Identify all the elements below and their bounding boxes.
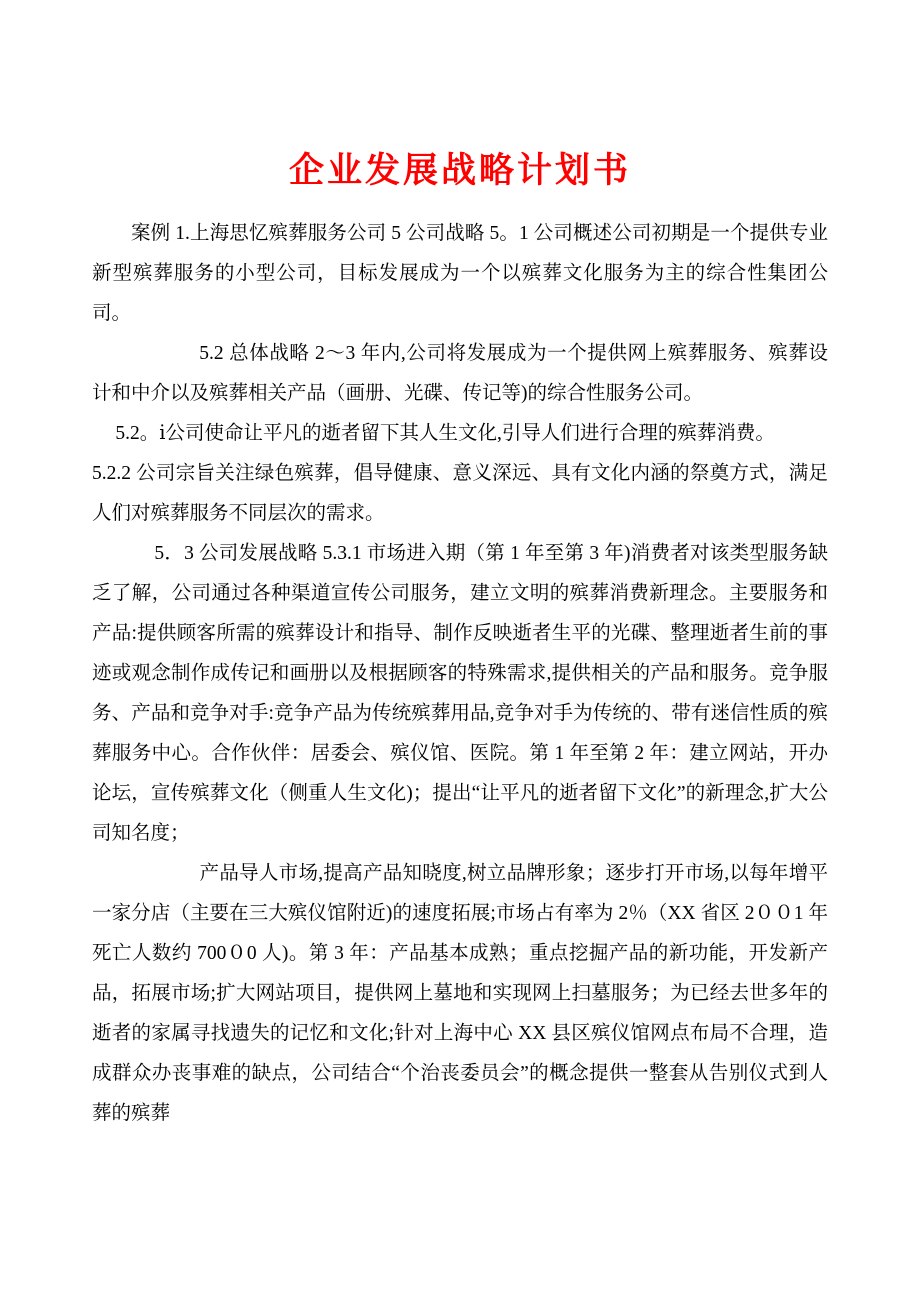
paragraph-5-text: 5．3 公司发展战略 5.3.1 市场进入期（第 1 年至第 3 年)消费者对该类型服务缺乏了解，公司通过各种渠道宣传公司服务，建立文明的殡葬消费新理念。主要服务和产品:提供顾客所需的殡葬设计和指导、制作反映逝者生平的光碟、整理逝者生前的事迹或观念制作成传记和画册以及根据顾客的特殊需求,提供相关的产品和服务。竞争服务、产品和竞争对手:竞争产品为传统殡葬用品,竞争对手为传统的、带有迷信性质的殡葬服务中心。合作伙伴：居委会、殡仪馆、医院。第 1 年至第 2 年：建立网站，开办论坛，宣传殡葬文化（侧重人生文化)；提出“让平凡的逝者留下文化”的新理念,扩大公司知名度； xyxy=(92,543,828,844)
paragraph-6-text: 产品导人市场,提高产品知晓度,树立品牌形象；逐步打开市场,以每年增平一家分店（主要在三大殡仪馆附近)的速度拓展;市场占有率为 2％（XX 省区 2００1 年死亡人数约 700０0 人)。第 3 年：产品基本成熟；重点挖掘产品的新功能，开发新产品，拓展市场;扩大网站项目，提供网上墓地和实现网上扫墓服务；为已经去世多年的逝者的家属寻找遗失的记忆和文化;针对上海中心 XX 县区殡仪馆网点布局不合理，造成群众办丧事难的缺点，公司结合“个治丧委员会”的概念提供一整套从告别仪式到人葬的殡葬 xyxy=(92,863,828,1124)
paragraph-3-text: 5.2。ⅰ公司使命让平凡的逝者留下其人生文化,引导人们进行合理的殡葬消费。 xyxy=(115,423,775,444)
paragraph-3 xyxy=(92,414,828,454)
paragraph-1: 案例 1.上海思忆殡葬服务公司 5 公司战略 5。1 公司概述公司初期是一个提供专业新型殡葬服务的小型公司，目标发展成为一个以殡葬文化服务为主的综合性集团公司。 xyxy=(92,223,828,324)
paragraph-6 xyxy=(92,854,828,1134)
paragraph-5 xyxy=(92,534,828,854)
page-title: 企业发展战略计划书 xyxy=(288,150,631,191)
paragraph-4: 5.2.2 公司宗旨关注绿色殡葬，倡导健康、意义深远、具有文化内涵的祭奠方式，满足人们对殡葬服务不同层次的需求。 xyxy=(92,463,828,524)
paragraph-2 xyxy=(92,334,828,414)
paragraph-2-text: 5.2 总体战略 2～3 年内,公司将发展成为一个提供网上殡葬服务、殡葬设计和中介以及殡葬相关产品（画册、光碟、传记等)的综合性服务公司。 xyxy=(92,343,828,404)
document-body xyxy=(92,214,828,1134)
